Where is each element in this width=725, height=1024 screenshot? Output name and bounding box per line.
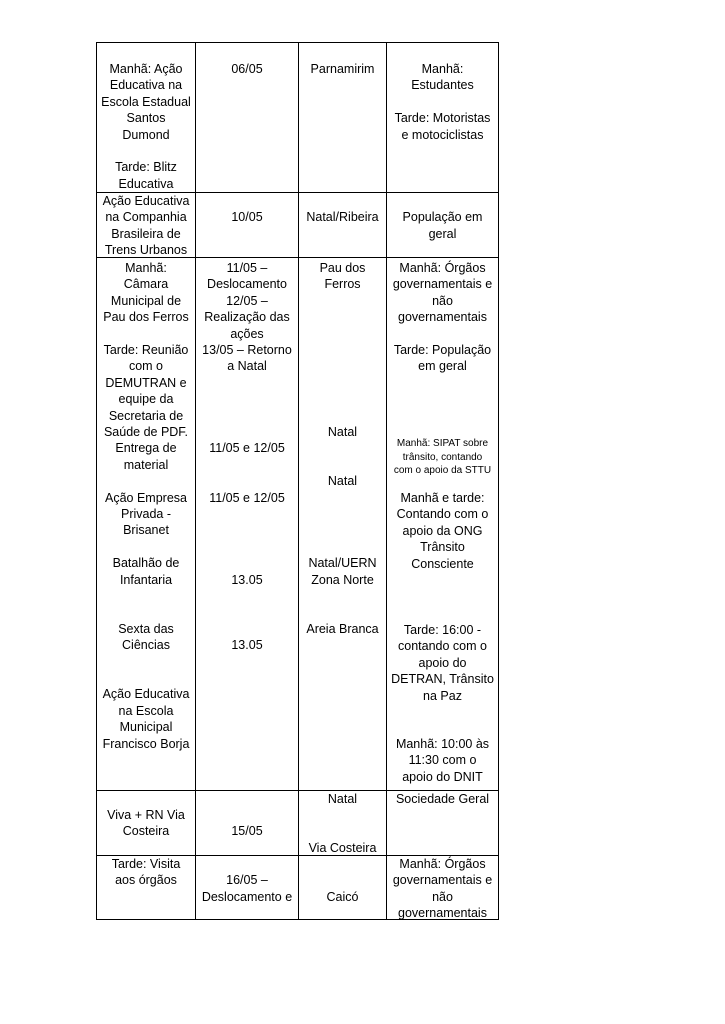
cell-text: Natal (327, 474, 358, 489)
cell-text: 10/05 (231, 210, 263, 225)
cell-text: Batalhão de (112, 556, 180, 571)
table-cell-audience (387, 258, 499, 791)
table-cell-place (299, 258, 387, 791)
cell-text: Ação Educativa (102, 194, 190, 208)
cell-text: contando com o (398, 639, 487, 654)
cell-text: Tarde: Blitz (115, 160, 177, 175)
cell-text: 06/05 (231, 62, 263, 76)
cell-text: Manhã: Órgãos (399, 261, 486, 275)
cell-text: aos órgãos (115, 873, 177, 888)
cell-text: DEMUTRAN e (105, 375, 187, 390)
cell-text: Ciências (122, 638, 170, 653)
cell-text: Manhã: SIPAT sobre (396, 438, 489, 449)
cell-text: governamentais (398, 310, 487, 325)
schedule-table (96, 42, 499, 920)
cell-text: trânsito, contando (402, 451, 483, 463)
cell-text: Viva + RN Via (107, 808, 185, 822)
table-cell-date (196, 856, 299, 920)
cell-text: DETRAN, Trânsito (391, 672, 494, 687)
cell-text: governamentais e (392, 277, 493, 292)
cell-text: Infantaria (119, 572, 173, 587)
cell-text: com o apoio da STTU (393, 465, 492, 476)
table-cell-place (299, 856, 387, 920)
cell-text: Manhã: (125, 261, 167, 275)
cell-text: Pau dos Ferros (103, 310, 189, 325)
cell-text: 13.05 (231, 572, 263, 587)
cell-text: Manhã: 10:00 às (395, 737, 490, 751)
cell-text: governamentais e (392, 873, 493, 888)
cell-text: e motociclistas (401, 127, 484, 142)
cell-text: apoio do (418, 655, 467, 670)
cell-text: Natal (327, 425, 358, 439)
cell-text: Natal (327, 792, 358, 806)
cell-text: 11/05 e 12/05 (209, 441, 285, 456)
cell-text: Areia Branca (306, 621, 379, 636)
cell-text: 15/05 (231, 824, 263, 839)
cell-text: 13/05 – Retorno (202, 343, 292, 357)
cell-text: na Companhia (105, 210, 187, 225)
cell-text: Via Costeira (308, 840, 377, 855)
table-cell-date (196, 791, 299, 856)
cell-text: governamentais (398, 906, 487, 921)
cell-text: Contando com o (396, 507, 489, 522)
cell-text: com o (128, 359, 164, 374)
cell-text: Saúde de PDF. (103, 425, 189, 439)
cell-text: Dumond (122, 127, 170, 142)
cell-text: Municipal de (110, 293, 182, 308)
cell-text: Ferros (324, 277, 361, 292)
cell-text: Parnamirim (310, 62, 375, 76)
table-cell-activity (97, 856, 196, 920)
cell-text: População em (402, 210, 483, 225)
table-cell-audience (387, 791, 499, 856)
cell-text: ações (230, 326, 264, 341)
cell-text: Deslocamento e (201, 889, 293, 904)
cell-text: apoio do DNIT (402, 769, 483, 784)
cell-text: Municipal (119, 720, 173, 735)
cell-text: Costeira (122, 824, 170, 839)
cell-text: Tarde: 16:00 - (403, 623, 482, 637)
cell-text: Privada - (120, 507, 172, 521)
cell-text: Tarde: Visita (111, 857, 181, 871)
cell-text: Brasileira de (111, 226, 181, 241)
table-cell-audience (387, 856, 499, 920)
table-cell-activity (97, 43, 196, 193)
table-cell-place (299, 791, 387, 856)
cell-text: Trânsito (420, 540, 465, 555)
cell-text: Tarde: Motoristas (394, 111, 491, 126)
cell-text: Manhã e tarde: (400, 491, 485, 505)
table-cell-audience (387, 43, 499, 193)
cell-text: Estudantes (411, 78, 474, 93)
cell-text: Secretaria de (108, 408, 184, 423)
cell-text: na Paz (423, 688, 462, 703)
cell-text: Ação Educativa (102, 687, 190, 702)
cell-text: em geral (418, 359, 467, 374)
cell-text: Brisanet (123, 523, 169, 538)
cell-text: 11/05 – (226, 261, 268, 275)
cell-text: Sociedade Geral (395, 792, 490, 806)
cell-text: 11:30 com o (408, 753, 477, 768)
table-cell-date (196, 43, 299, 193)
cell-text: Caicó (326, 889, 359, 904)
cell-text: Santos (126, 111, 166, 126)
cell-text: Natal/Ribeira (306, 210, 379, 225)
cell-text: na Escola (118, 703, 174, 718)
cell-text: Realização das (204, 310, 290, 325)
cell-text: Câmara (123, 277, 169, 292)
cell-text: Trens Urbanos (104, 243, 188, 258)
table-cell-audience (387, 193, 499, 258)
cell-text: apoio da ONG (402, 523, 483, 538)
cell-text: Francisco Borja (102, 736, 190, 751)
cell-text: Educativa na (109, 78, 183, 93)
cell-text: não (432, 293, 453, 308)
cell-text: Deslocamento (207, 277, 287, 292)
cell-text: Manhã: (421, 62, 464, 76)
cell-text: não (432, 889, 453, 904)
cell-text: Escola Estadual (101, 94, 191, 109)
cell-text: material (123, 457, 169, 472)
cell-text: 12/05 – (226, 293, 268, 308)
cell-text: Sexta das (118, 621, 174, 636)
cell-text: a Natal (227, 359, 267, 374)
cell-text: Natal/UERN (308, 556, 377, 571)
cell-text: Entrega de (115, 441, 177, 456)
cell-text: Tarde: População (393, 343, 492, 357)
cell-text: 11/05 e 12/05 (209, 490, 285, 505)
cell-text: geral (428, 226, 457, 241)
cell-text: 16/05 – (226, 873, 268, 888)
cell-text: Tarde: Reunião (103, 343, 189, 357)
cell-text: Pau dos (319, 261, 366, 275)
table-cell-place (299, 193, 387, 258)
cell-text: Educativa (118, 176, 174, 191)
table-cell-activity (97, 193, 196, 258)
cell-text: Consciente (411, 556, 474, 571)
cell-text: equipe da (118, 392, 174, 407)
table-cell-activity (97, 791, 196, 856)
table-cell-date (196, 258, 299, 791)
cell-text: Zona Norte (311, 572, 374, 587)
cell-text: Manhã: Órgãos (399, 857, 486, 871)
table-cell-date (196, 193, 299, 258)
cell-text: Manhã: Ação (109, 62, 183, 76)
table-cell-activity (97, 258, 196, 791)
cell-text: 13.05 (231, 638, 263, 653)
table-cell-place (299, 43, 387, 193)
cell-text: Ação Empresa (105, 490, 187, 505)
